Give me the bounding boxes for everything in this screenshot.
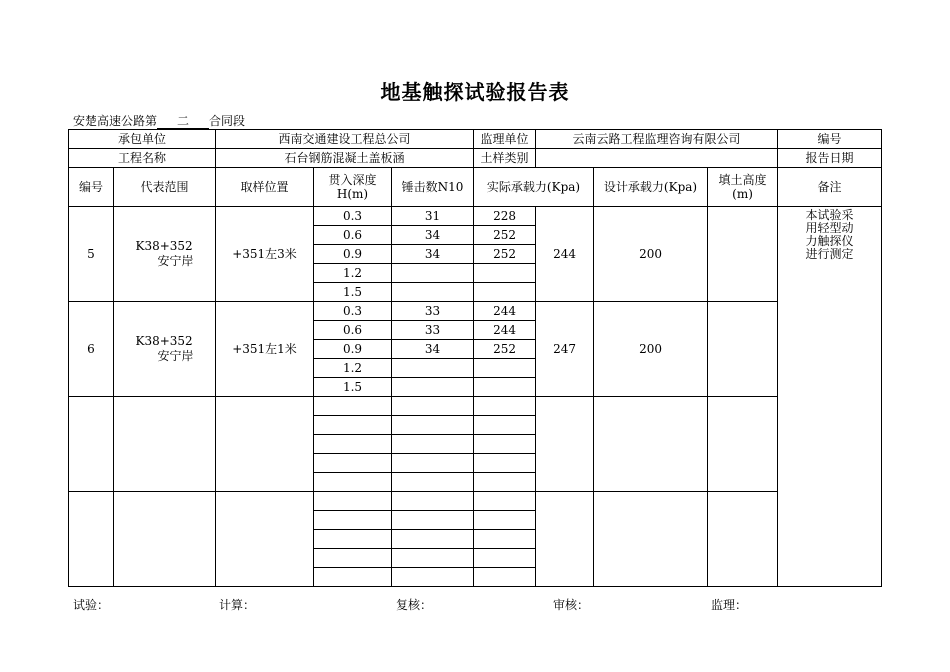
col-fill-line1: 填土高度 — [718, 173, 767, 187]
table-row — [69, 207, 882, 226]
table-row — [69, 302, 882, 321]
depth-cell — [314, 511, 392, 530]
supervisor-value: 云南云路工程监理咨询有限公司 — [536, 130, 778, 149]
blows-cell — [392, 435, 474, 454]
test-signature-label: 试验： — [73, 598, 110, 612]
depth-cell: 1.5 — [314, 378, 392, 397]
group-no — [69, 397, 114, 492]
info-row-2 — [69, 149, 882, 168]
actual-capacity — [536, 397, 594, 492]
col-design: 设计承载力(Kpa) — [594, 168, 708, 207]
value-cell: 252 — [474, 245, 536, 264]
group-no: 5 — [69, 207, 114, 302]
blows-cell — [392, 416, 474, 435]
group-position — [216, 492, 314, 587]
remark-line: 用轻型动 — [805, 221, 854, 235]
header-row — [69, 168, 882, 207]
blows-cell — [392, 283, 474, 302]
blows-cell: 31 — [392, 207, 474, 226]
remark-line: 本试验采 — [805, 208, 854, 222]
range-line1: K38+352 — [135, 239, 193, 253]
depth-cell: 1.2 — [314, 359, 392, 378]
actual-capacity: 247 — [536, 302, 594, 397]
fill-height — [708, 397, 778, 492]
group-no: 6 — [69, 302, 114, 397]
value-cell: 244 — [474, 321, 536, 340]
value-cell — [474, 435, 536, 454]
value-cell — [474, 511, 536, 530]
soil-label: 土样类别 — [474, 149, 536, 168]
group-position: +351左3米 — [216, 207, 314, 302]
supervise-signature-label: 监理： — [711, 598, 748, 612]
blows-cell — [392, 454, 474, 473]
col-blows: 锤击数N10 — [392, 168, 474, 207]
range-line2: 安宁岸 — [157, 349, 194, 363]
fill-height — [708, 207, 778, 302]
fill-height — [708, 302, 778, 397]
col-position: 取样位置 — [216, 168, 314, 207]
actual-capacity: 244 — [536, 207, 594, 302]
col-actual: 实际承载力(Kpa) — [474, 168, 594, 207]
depth-cell: 1.2 — [314, 264, 392, 283]
depth-cell: 0.3 — [314, 302, 392, 321]
remark-line: 进行测定 — [805, 247, 854, 261]
remark-cell — [778, 207, 882, 587]
table-row — [69, 492, 882, 511]
col-no: 编号 — [69, 168, 114, 207]
col-range: 代表范围 — [114, 168, 216, 207]
blows-cell: 34 — [392, 340, 474, 359]
subtitle-prefix: 安楚高速公路第 — [73, 114, 158, 128]
blows-cell — [392, 568, 474, 587]
supervisor-label: 监理单位 — [474, 130, 536, 149]
blows-cell — [392, 549, 474, 568]
audit-signature-label: 审核： — [553, 598, 590, 612]
review-signature-label: 复核： — [396, 598, 433, 612]
value-cell: 244 — [474, 302, 536, 321]
value-cell — [474, 264, 536, 283]
group-range — [114, 207, 216, 302]
col-fill-line2: (m) — [732, 187, 753, 201]
contractor-label: 承包单位 — [69, 130, 216, 149]
contract-section-line — [73, 112, 245, 129]
range-line2: 安宁岸 — [157, 254, 194, 268]
value-cell — [474, 492, 536, 511]
blows-cell — [392, 511, 474, 530]
blows-cell: 34 — [392, 245, 474, 264]
subtitle-suffix: 合同段 — [209, 114, 246, 128]
value-cell — [474, 568, 536, 587]
value-cell — [474, 359, 536, 378]
depth-cell — [314, 530, 392, 549]
depth-cell — [314, 492, 392, 511]
report-table — [68, 129, 882, 587]
value-cell — [474, 283, 536, 302]
group-position: +351左1米 — [216, 302, 314, 397]
blows-cell: 33 — [392, 302, 474, 321]
project-value: 石台钢筋混凝土盖板涵 — [216, 149, 474, 168]
table-row — [69, 397, 882, 416]
depth-cell: 0.6 — [314, 321, 392, 340]
blows-cell — [392, 397, 474, 416]
depth-cell — [314, 435, 392, 454]
depth-cell: 0.6 — [314, 226, 392, 245]
fill-height — [708, 492, 778, 587]
group-range — [114, 492, 216, 587]
blows-cell — [392, 492, 474, 511]
group-position — [216, 397, 314, 492]
depth-cell: 1.5 — [314, 283, 392, 302]
group-no — [69, 492, 114, 587]
group-range — [114, 397, 216, 492]
blows-cell: 34 — [392, 226, 474, 245]
blows-cell — [392, 359, 474, 378]
blows-cell: 33 — [392, 321, 474, 340]
depth-cell — [314, 454, 392, 473]
signature-line — [73, 596, 873, 612]
section-number: 二 — [157, 114, 209, 129]
col-fill — [708, 168, 778, 207]
col-depth-line1: 贯入深度 — [328, 173, 377, 187]
depth-cell — [314, 416, 392, 435]
depth-cell — [314, 397, 392, 416]
project-label: 工程名称 — [69, 149, 216, 168]
actual-capacity — [536, 492, 594, 587]
value-cell — [474, 530, 536, 549]
value-cell: 252 — [474, 226, 536, 245]
blows-cell — [392, 378, 474, 397]
blows-cell — [392, 530, 474, 549]
design-capacity — [594, 397, 708, 492]
soil-value — [536, 149, 778, 168]
remark-line: 力触探仪 — [805, 234, 854, 248]
blows-cell — [392, 264, 474, 283]
value-cell — [474, 416, 536, 435]
value-cell — [474, 397, 536, 416]
value-cell — [474, 473, 536, 492]
range-line1: K38+352 — [135, 334, 193, 348]
blows-cell — [392, 473, 474, 492]
value-cell — [474, 549, 536, 568]
col-remark: 备注 — [778, 168, 882, 207]
value-cell — [474, 378, 536, 397]
report-title: 地基触探试验报告表 — [380, 80, 570, 104]
design-capacity: 200 — [594, 302, 708, 397]
design-capacity — [594, 492, 708, 587]
value-cell: 252 — [474, 340, 536, 359]
col-depth-line2: H(m) — [336, 187, 369, 201]
date-label: 报告日期 — [778, 149, 882, 168]
col-depth — [314, 168, 392, 207]
design-capacity: 200 — [594, 207, 708, 302]
info-row-1 — [69, 130, 882, 149]
value-cell — [474, 454, 536, 473]
calc-signature-label: 计算： — [219, 598, 256, 612]
depth-cell — [314, 568, 392, 587]
remark-text — [780, 207, 879, 261]
depth-cell — [314, 549, 392, 568]
contractor-value: 西南交通建设工程总公司 — [216, 130, 474, 149]
depth-cell: 0.9 — [314, 340, 392, 359]
value-cell: 228 — [474, 207, 536, 226]
depth-cell: 0.9 — [314, 245, 392, 264]
number-label: 编号 — [778, 130, 882, 149]
group-range — [114, 302, 216, 397]
depth-cell — [314, 473, 392, 492]
depth-cell: 0.3 — [314, 207, 392, 226]
